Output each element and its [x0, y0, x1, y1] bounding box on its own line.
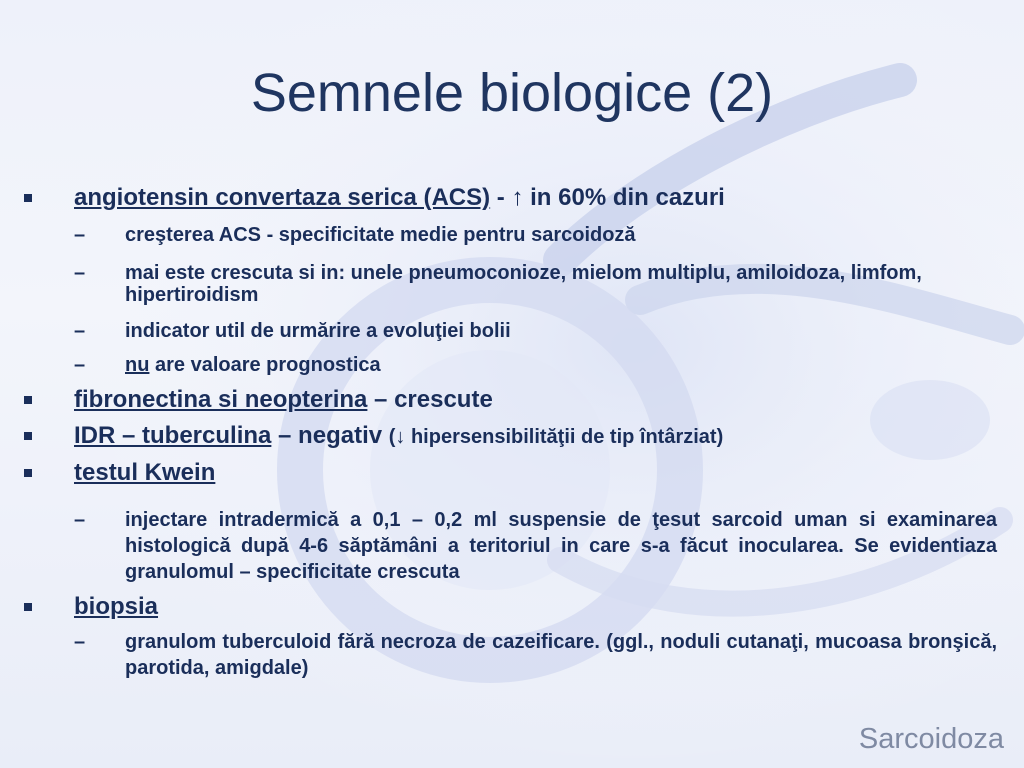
acs-sub-text: indicator util de urmărire a evoluţiei bolii: [125, 320, 511, 342]
biopsia-sub-item: [22, 629, 997, 681]
acs-sub-text: mai este crescuta si in: unele pneumoconioze, mielom multiplu, amiloidoza, limfom, hipertiroidism: [125, 262, 922, 306]
biopsia-sub-text: granulom tuberculoid fără necroza de cazeificare. (ggl., noduli cutanaţi, mucoasa bronşică, parotida, amigdale): [125, 631, 997, 679]
dash-marker: –: [74, 509, 86, 531]
slide-content: [22, 184, 997, 681]
slide-title: Semnele biologice (2): [250, 63, 774, 123]
fibronectina-link[interactable]: fibronectina si neopterina: [74, 386, 368, 413]
bullet-acs: [22, 184, 997, 212]
bullet-kwein: [22, 459, 997, 487]
nu-link[interactable]: nu: [125, 354, 150, 376]
acs-link[interactable]: angiotensin convertaza serica (ACS): [74, 184, 491, 211]
acs-text: - ↑ in 60% din cazuri: [490, 184, 725, 211]
fibronectina-text: – crescute: [367, 386, 493, 413]
bullet-biopsia: [22, 593, 997, 621]
acs-sub-text: are valoare prognostica: [149, 354, 381, 376]
square-bullet-icon: [24, 194, 32, 202]
square-bullet-icon: [24, 396, 32, 404]
idr-link[interactable]: IDR – tuberculina: [74, 422, 272, 449]
bullet-fibronectina: [22, 386, 997, 414]
kwein-sub-text: injectare intradermică a 0,1 – 0,2 ml suspensie de ţesut sarcoid uman si examinarea histologică după 4-6 săptămâni a teritoriul in care s-a făcut inocularea. Se evidentiaza granulomul – specificitate crescuta: [125, 509, 997, 583]
dash-marker: –: [74, 631, 86, 653]
dash-marker: –: [74, 224, 86, 246]
square-bullet-icon: [24, 432, 32, 440]
acs-sub-item: [22, 262, 997, 306]
footer-label: Sarcoidoza: [858, 723, 1004, 755]
dash-marker: –: [74, 354, 86, 376]
acs-sub-text: creşterea ACS - specificitate medie pentru sarcoidoză: [125, 224, 636, 246]
biopsia-link[interactable]: biopsia: [74, 593, 159, 620]
kwein-link[interactable]: testul Kwein: [74, 459, 216, 486]
dash-marker: –: [74, 262, 86, 284]
dash-marker: –: [74, 320, 86, 342]
bullet-idr: [22, 422, 997, 451]
idr-paren-text: (↓ hipersensibilităţii de tip întârziat): [388, 426, 724, 448]
idr-text: – negativ: [271, 422, 389, 449]
square-bullet-icon: [24, 603, 32, 611]
square-bullet-icon: [24, 469, 32, 477]
acs-sub-item: [22, 320, 997, 342]
acs-sub-item: [22, 354, 997, 376]
acs-sub-item: [22, 224, 997, 246]
kwein-sub-item: [22, 507, 997, 585]
